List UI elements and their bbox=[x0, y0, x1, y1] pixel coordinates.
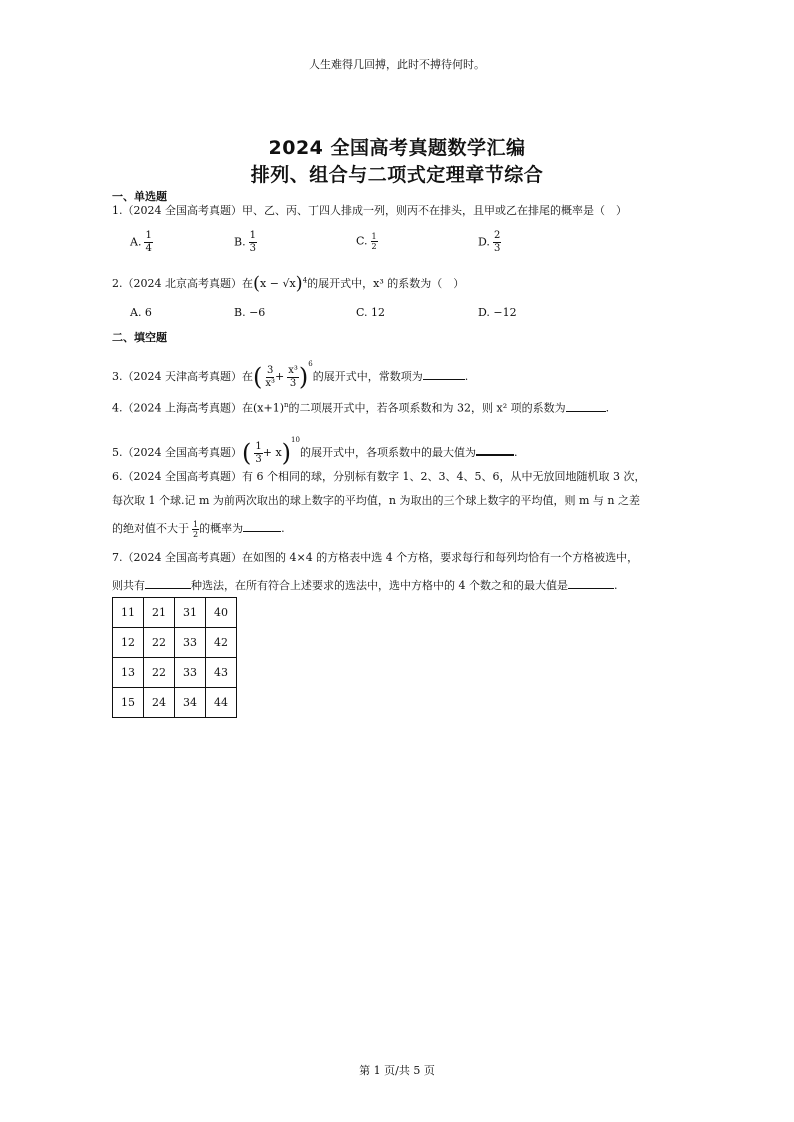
grid-cell: 24 bbox=[144, 688, 175, 718]
grid-cell: 15 bbox=[113, 688, 144, 718]
q2-option-d: D. −12 bbox=[478, 306, 517, 319]
q1-option-c: C. $\frac{1}{2}$ bbox=[356, 232, 377, 251]
document-subtitle: 排列、组合与二项式定理章节综合 bbox=[250, 164, 544, 186]
q7-answer-blank-2 bbox=[568, 576, 614, 589]
q2-option-b: B. −6 bbox=[234, 306, 266, 319]
grid-cell: 33 bbox=[175, 658, 206, 688]
q5-answer-blank bbox=[476, 442, 514, 456]
grid-cell: 11 bbox=[113, 598, 144, 628]
grid-cell: 40 bbox=[206, 598, 237, 628]
question-4: 4.（2024 上海高考真题）在$(x+1)^n$的二项展开式中，若各项系数和为 32，则 x² 项的系数为 . bbox=[112, 398, 609, 416]
grid-row bbox=[113, 688, 237, 718]
question-7-line-2: 则共有 种选法，在所有符合上述要求的选法中，选中方格中的 4 个数之和的最大值是 . bbox=[112, 576, 618, 593]
page-header: 人生难得几回搏，此时不搏待何时。 bbox=[309, 58, 485, 71]
question-1: 1.（2024 全国高考真题）甲、乙、丙、丁四人排成一列，则丙不在排头，且甲或乙在排尾的概率是（ ） bbox=[112, 204, 627, 217]
question-5: 5.（2024 全国高考真题）( $\frac{1}{3}$ + x)$^{10}$的展开式中，各项系数中的最大值为 . bbox=[112, 436, 518, 467]
grid-cell: 22 bbox=[144, 628, 175, 658]
page-footer: 第 1 页/共 5 页 bbox=[359, 1064, 435, 1077]
grid-row bbox=[113, 658, 237, 688]
question-6-line-2: 每次取 1 个球.记 m 为前两次取出的球上数字的平均值，n 为取出的三个球上数字的平均值，则 m 与 n 之差 bbox=[112, 494, 640, 507]
question-3: 3.（2024 天津高考真题）在( $\frac{3}{\text{x³}}$ + $\frac{\text{x³}}{3}$ )$^6$的展开式中，常数项为 . bbox=[112, 360, 469, 391]
grid-cell: 34 bbox=[175, 688, 206, 718]
grid-cell: 31 bbox=[175, 598, 206, 628]
number-grid bbox=[112, 597, 237, 718]
grid-cell: 13 bbox=[113, 658, 144, 688]
q1-option-d: D. $\frac{2}{3}$ bbox=[478, 230, 501, 254]
question-7-line-1: 7.（2024 全国高考真题）在如图的 4×4 的方格表中选 4 个方格，要求每行和每列均恰有一个方格被选中， bbox=[112, 551, 639, 564]
q6-answer-blank bbox=[243, 519, 281, 532]
grid-cell: 33 bbox=[175, 628, 206, 658]
q2-option-c: C. 12 bbox=[356, 306, 386, 319]
grid-cell: 42 bbox=[206, 628, 237, 658]
grid-cell: 12 bbox=[113, 628, 144, 658]
grid-cell: 44 bbox=[206, 688, 237, 718]
grid-cell: 22 bbox=[144, 658, 175, 688]
q2-expression: x − √x bbox=[260, 277, 296, 290]
section-fill-blank: 二、填空题 bbox=[112, 331, 167, 344]
question-6-line-1: 6.（2024 全国高考真题）有 6 个相同的球，分别标有数字 1、2、3、4、5、6，从中无放回地随机取 3 次， bbox=[112, 470, 646, 483]
q3-answer-blank bbox=[423, 367, 465, 380]
q1-option-b: B. $\frac{1}{3}$ bbox=[234, 230, 256, 254]
grid-row bbox=[113, 628, 237, 658]
grid-cell: 21 bbox=[144, 598, 175, 628]
q1-option-a: A. $\frac{1}{4}$ bbox=[130, 230, 152, 254]
q2-option-a: A. 6 bbox=[130, 306, 152, 319]
q7-answer-blank-1 bbox=[145, 576, 191, 589]
question-6-line-3: 的绝对值不大于 $\frac{1}{2}$ 的概率为 . bbox=[112, 519, 285, 539]
grid-cell: 43 bbox=[206, 658, 237, 688]
grid-row bbox=[113, 598, 237, 628]
document-title: 2024 全国高考真题数学汇编 bbox=[268, 137, 526, 159]
section-single-choice: 一、单选题 bbox=[112, 190, 167, 203]
question-2: 2.（2024 北京高考真题）在$(x - √x)^4$的展开式中，x³ 的系数为（ ） bbox=[112, 273, 465, 294]
q4-answer-blank bbox=[566, 399, 606, 412]
